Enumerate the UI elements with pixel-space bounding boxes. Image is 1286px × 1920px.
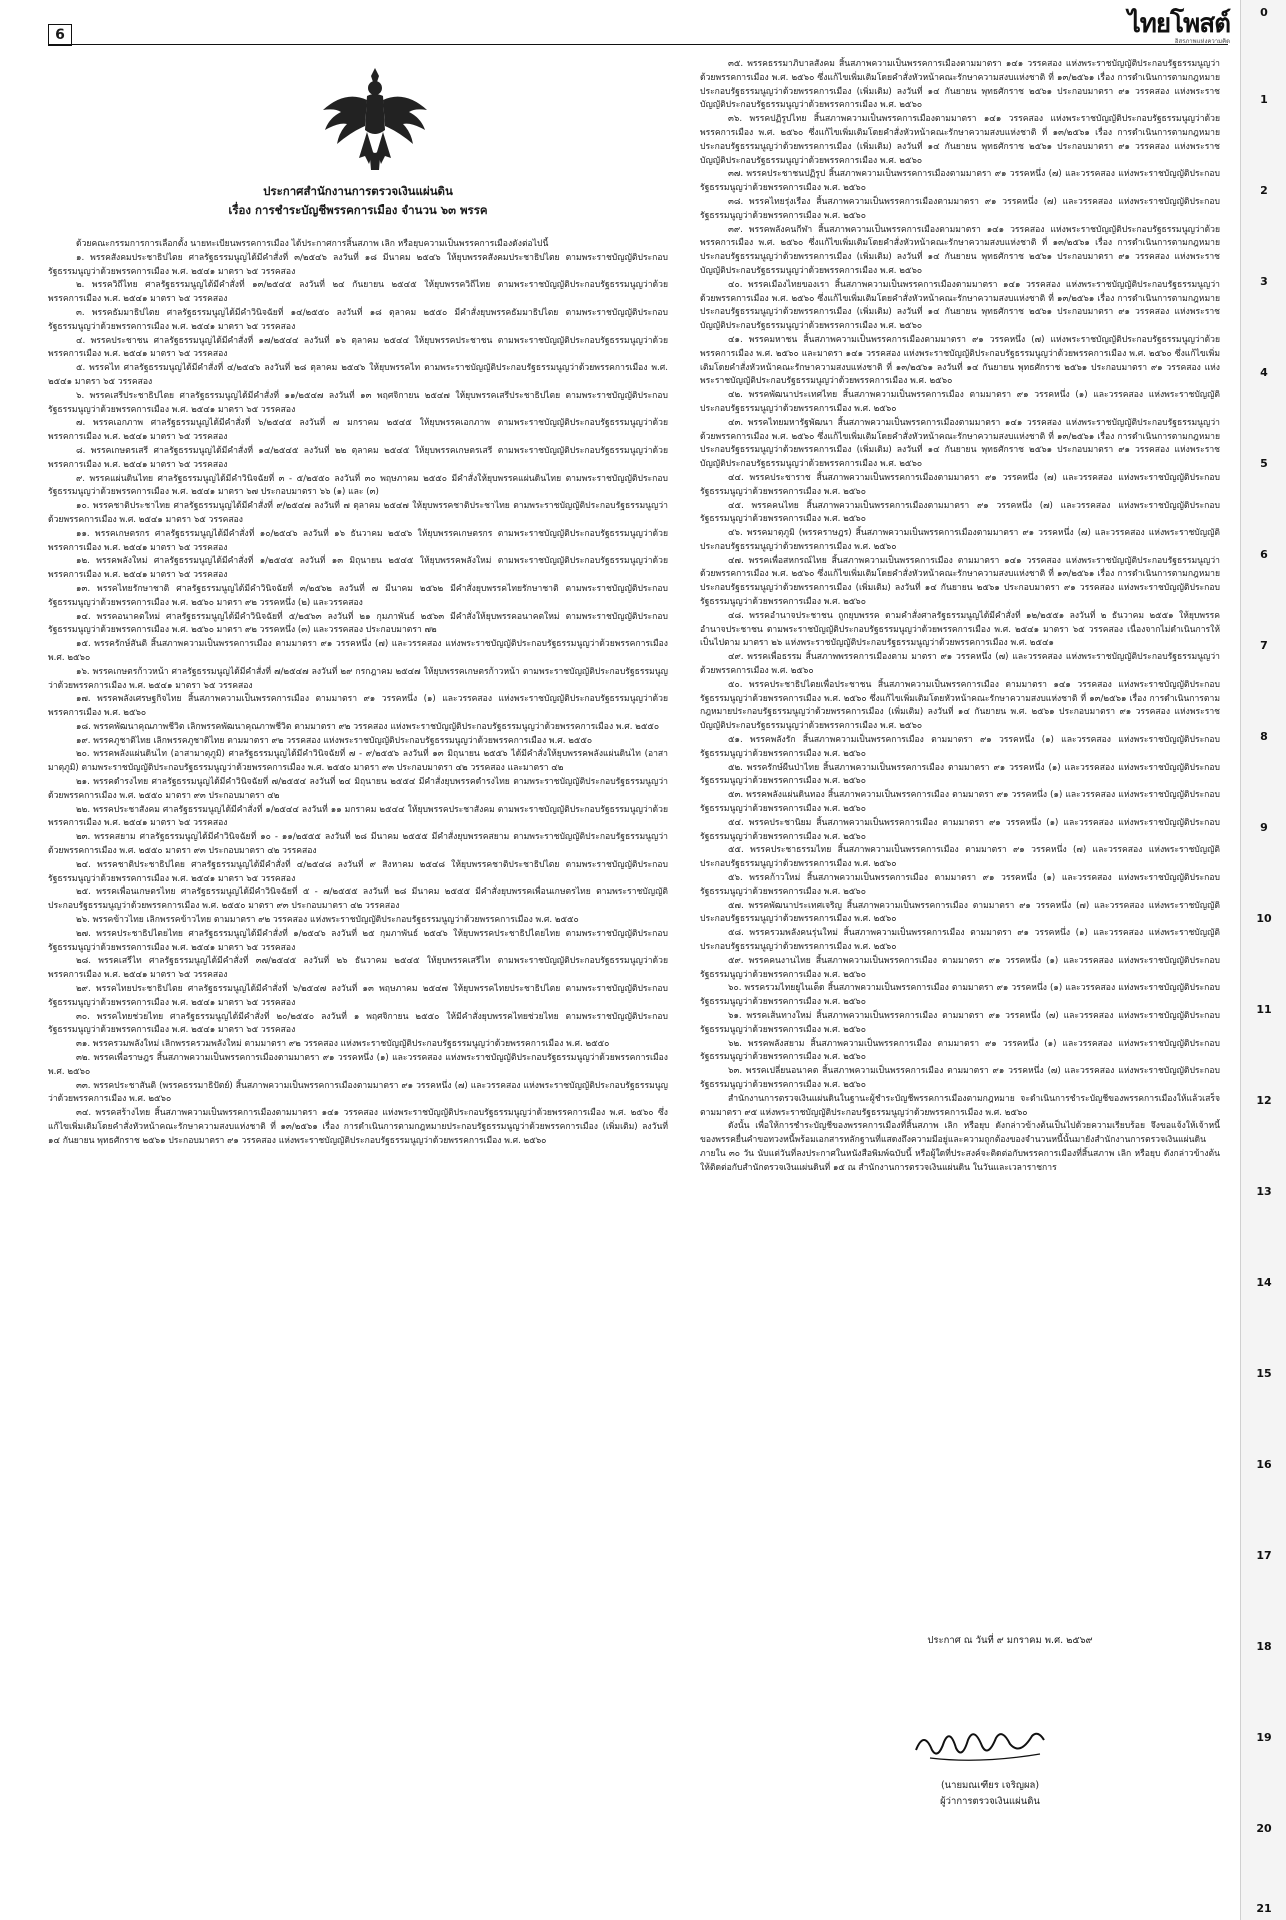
paragraph: ๒๐. พรรคพลังแผ่นดินไท (อาสามาตุภูมิ) ศาลรัฐธรรมนูญได้มีคำวินิจฉัยที่ ๗ - ๙/๒๕๕๖ ลงวันที่ ๑๓ มิถุนายน ๒๕๕๖ ได้มีคำสั่งให้ยุบพรรคพลังแผ่นดินไท (อาสามาตุภูมิ) ตามพระราชบัญญัติประกอบรัฐธรรมนูญว่าด้วยพรรคการเมือง พ.ศ. ๒๕๕๐ มาตรา ๙๓ ประกอบมาตรา ๔๒ วรรคสอง และมาตรา ๔๒ <box>48 749 668 774</box>
page-number: 6 <box>48 24 72 46</box>
paragraph: ๒๙. พรรคไทยประชาธิปไตย ศาลรัฐธรรมนูญได้มีคำสั่งที่ ๖/๒๕๔๗ ลงวันที่ ๑๓ พฤษภาคม ๒๕๔๗ ให้ยุบพรรคไทยประชาธิปไตย ตามพระราชบัญญัติประกอบรัฐธรรมนูญว่าด้วยพรรคการเมือง พ.ศ. ๒๕๔๑ มาตรา ๖๕ วรรคสอง <box>48 984 668 1008</box>
paragraph: ๕๑. พรรคพลังรัก สิ้นสภาพความเป็นพรรคการเมือง ตามมาตรา ๙๑ วรรคหนึ่ง (๑) และวรรคสอง แห่งพระราชบัญญัติประกอบรัฐธรรมนูญว่าด้วยพรรคการเมือง พ.ศ. ๒๕๖๐ <box>700 735 1220 759</box>
masthead-subtitle: อิสรภาพแห่งความคิด <box>1174 38 1230 45</box>
paragraph: ๒๖. พรรคข้าวไทย เลิกพรรคข้าวไทย ตามมาตรา ๙๒ วรรคสอง แห่งพระราชบัญญัติประกอบรัฐธรรมนูญว่าด้วยพรรคการเมือง พ.ศ. ๒๕๕๐ <box>76 915 579 926</box>
ruler-mark: 21 <box>1256 1902 1272 1915</box>
paragraph: ๒๘. พรรคเสรีไท ศาลรัฐธรรมนูญได้มีคำสั่งที่ ๓๗/๒๕๔๕ ลงวันที่ ๒๖ ธันวาคม ๒๕๔๕ ให้ยุบพรรคเสรีไท ตามพระราชบัญญัติประกอบรัฐธรรมนูญว่าด้วยพรรคการเมือง พ.ศ. ๒๕๔๑ มาตรา ๖๕ วรรคสอง <box>48 956 668 981</box>
left-column <box>48 238 668 1149</box>
paragraph: ๔๘. พรรคอำนาจประชาชน ถูกยุบพรรค ตามคำสั่งศาลรัฐธรรมนูญได้มีคำสั่งที่ ๑๒/๒๕๕๑ ลงวันที่ ๒ ธันวาคม ๒๕๕๑ ให้ยุบพรรคอำนาจประชาชน ตามพระราชบัญญัติประกอบรัฐธรรมนูญว่าด้วยพรรคการเมือง พ.ศ. ๒๕๔๑ มาตรา ๖๕ วรรคสอง เนื่องจากไม่ดำเนินการให้เป็นไปตาม มาตรา ๒๖ แห่งพระราชบัญญัติประกอบรัฐธรรมนูญว่าด้วยพรรคการเมือง พ.ศ. ๒๕๔๑ <box>700 610 1220 649</box>
paragraph: ๕๔. พรรคประชานิยม สิ้นสภาพความเป็นพรรคการเมือง ตามมาตรา ๙๑ วรรคหนึ่ง (๑) และวรรคสอง แห่งพระราชบัญญัติประกอบรัฐธรรมนูญว่าด้วยพรรคการเมือง พ.ศ. ๒๕๖๐ <box>700 817 1220 842</box>
ruler-mark: 13 <box>1256 1185 1272 1198</box>
paragraph: ๓๖. พรรคปฏิรูปไทย สิ้นสภาพความเป็นพรรคการเมืองตามมาตรา ๑๔๑ วรรคสอง แห่งพระราชบัญญัติประกอบรัฐธรรมนูญว่าด้วยพรรคการเมือง พ.ศ. ๒๕๖๐ ซึ่งแก้ไขเพิ่มเติมโดยคำสั่งหัวหน้าคณะรักษาความสงบแห่งชาติ ที่ ๑๓/๒๕๖๑ เรื่อง การดำเนินการตามกฎหมายประกอบรัฐธรรมนูญว่าด้วยพรรคการเมือง (เพิ่มเติม) ลงวันที่ ๑๔ กันยายน พุทธศักราช ๒๕๖๑ ประกอบมาตรา ๙๑ วรรคสอง แห่งพระราชบัญญัติประกอบรัฐธรรมนูญว่าด้วยพรรคการเมือง พ.ศ. ๒๕๖๐ <box>700 114 1220 166</box>
paragraph: ๙. พรรคแผ่นดินไทย ศาลรัฐธรรมนูญได้มีคำวินิจฉัยที่ ๓ - ๕/๒๕๕๐ ลงวันที่ ๓๐ พฤษภาคม ๒๕๕๐ มีคำสั่งให้ยุบพรรคแผ่นดินไทย ตามพระราชบัญญัติประกอบรัฐธรรมนูญว่าด้วยพรรคการเมือง พ.ศ. ๒๕๔๑ มาตรา ๖๗ ประกอบมาตรา ๖๖ (๑) และ (๓) <box>48 473 668 498</box>
paragraph: ๗. พรรคเอกภาพ ศาลรัฐธรรมนูญได้มีคำสั่งที่ ๖/๒๕๔๕ ลงวันที่ ๗ มกราคม ๒๕๔๕ ให้ยุบพรรคเอกภาพ ตามพระราชบัญญัติประกอบรัฐธรรมนูญว่าด้วยพรรคการเมือง พ.ศ. ๒๕๔๑ มาตรา ๖๕ วรรคสอง <box>48 418 668 443</box>
paragraph: ๕๗. พรรคพัฒนาประเทศเจริญ สิ้นสภาพความเป็นพรรคการเมือง ตามมาตรา ๙๑ วรรคหนึ่ง (๗) และวรรคสอง แห่งพระราชบัญญัติประกอบรัฐธรรมนูญว่าด้วยพรรคการเมือง พ.ศ. ๒๕๖๐ <box>700 900 1220 925</box>
paragraph: ๑๓. พรรคไทยรักษาชาติ ศาลรัฐธรรมนูญได้มีคำวินิจฉัยที่ ๓/๒๕๖๒ ลงวันที่ ๗ มีนาคม ๒๕๖๒ มีคำสั่งยุบพรรคไทยรักษาชาติ ตามพระราชบัญญัติประกอบรัฐธรรมนูญว่าด้วยพรรคการเมือง พ.ศ. ๒๕๖๐ มาตรา ๙๒ วรรคหนึ่ง (๒) และวรรคสอง <box>48 583 668 608</box>
paragraph: ๓๑. พรรครวมพลังใหม่ เลิกพรรครวมพลังใหม่ ตามมาตรา ๙๒ วรรคสอง แห่งพระราชบัญญัติประกอบรัฐธรรมนูญว่าด้วยพรรคการเมือง พ.ศ. ๒๕๕๐ <box>76 1039 610 1050</box>
ruler-mark: 1 <box>1260 93 1268 106</box>
ruler-mark: 11 <box>1256 1003 1272 1016</box>
paragraph: ๖๐. พรรครวมไทยยูไนเต็ด สิ้นสภาพความเป็นพรรคการเมือง ตามมาตรา ๙๑ วรรคหนึ่ง (๑) และวรรคสอง แห่งพระราชบัญญัติประกอบรัฐธรรมนูญว่าด้วยพรรคการเมือง พ.ศ. ๒๕๖๐ <box>700 983 1220 1008</box>
paragraph: ๑๖. พรรคเกษตรก้าวหน้า ศาลรัฐธรรมนูญได้มีคำสั่งที่ ๗/๒๕๔๗ ลงวันที่ ๒๙ กรกฎาคม ๒๕๔๗ ให้ยุบพรรคเกษตรก้าวหน้า ตามพระราชบัญญัติประกอบรัฐธรรมนูญว่าด้วยพรรคการเมือง พ.ศ. ๒๕๔๑ มาตรา ๖๕ วรรคสอง <box>48 666 668 691</box>
paragraph: ๔๖. พรรคมาตุภูมิ (พรรคราษฎร) สิ้นสภาพความเป็นพรรคการเมืองตามมาตรา ๙๑ วรรคหนึ่ง (๗) และวรรคสอง แห่งพระราชบัญญัติประกอบรัฐธรรมนูญว่าด้วยพรรคการเมือง พ.ศ. ๒๕๖๐ <box>700 528 1220 552</box>
ruler-mark: 7 <box>1260 639 1268 652</box>
ruler-mark: 9 <box>1260 821 1268 834</box>
header-rule <box>48 44 1228 45</box>
paragraph: ๕๕. พรรคประชาธรรมไทย สิ้นสภาพความเป็นพรรคการเมือง ตามมาตรา ๙๑ วรรคหนึ่ง (๗) และวรรคสอง แห่งพระราชบัญญัติประกอบรัฐธรรมนูญว่าด้วยพรรคการเมือง พ.ศ. ๒๕๖๐ <box>700 845 1220 870</box>
ruler-mark: 8 <box>1260 730 1268 743</box>
paragraph: ๕๐. พรรคประชาธิปไตยเพื่อประชาชน สิ้นสภาพความเป็นพรรคการเมือง ตามมาตรา ๑๔๑ วรรคสอง แห่งพระราชบัญญัติประกอบรัฐธรรมนูญว่าด้วยพรรคการเมือง พ.ศ. ๒๕๖๐ ซึ่งแก้ไขเพิ่มเติมโดยหัวหน้าคณะรักษาความสงบแห่งชาติ ที่ ๑๓/๒๕๖๑ เรื่อง การดำเนินการตามกฎหมายประกอบรัฐธรรมนูญว่าด้วยพรรคการเมือง (เพิ่มเติม) ลงวันที่ ๑๔ กันยายน พ.ศ. ๒๕๖๑ ประกอบมาตรา ๙๑ วรรคสอง แห่งพระราชบัญญัติประกอบรัฐธรรมนูญว่าด้วยพรรคการเมือง พ.ศ. ๒๕๖๐ <box>700 679 1220 732</box>
paragraph: ๕๒. พรรครักษ์ผืนป่าไทย สิ้นสภาพความเป็นพรรคการเมือง ตามมาตรา ๙๑ วรรคหนึ่ง (๑) และวรรคสอง แห่งพระราชบัญญัติประกอบรัฐธรรมนูญว่าด้วยพรรคการเมือง พ.ศ. ๒๕๖๐ <box>700 762 1220 787</box>
paragraph: ๑๑. พรรคเกษตรกร ศาลรัฐธรรมนูญได้มีคำสั่งที่ ๑๐/๒๕๔๖ ลงวันที่ ๑๖ ธันวาคม ๒๕๔๖ ให้ยุบพรรคเกษตรกร ตามพระราชบัญญัติประกอบรัฐธรรมนูญว่าด้วยพรรคการเมือง พ.ศ. ๒๕๔๑ มาตรา ๖๕ วรรคสอง <box>48 528 668 553</box>
ruler-mark: 10 <box>1256 912 1272 925</box>
paragraph: ดังนั้น เพื่อให้การชำระบัญชีของพรรคการเมืองที่สิ้นสภาพ เลิก หรือยุบ ดังกล่าวข้างต้นเป็นไปด้วยความเรียบร้อย จึงขอแจ้งให้เจ้าหนี้ของพรรคยื่นคำขอทวงหนี้พร้อมเอกสารหลักฐานที่แสดงถึงความมีอยู่และความถูกต้องของจำนวนหนี้นั้นมายังสำนักงานการตรวจเงินแผ่นดิน ภายใน ๓๐ วัน นับแต่วันที่ลงประกาศในหนังสือพิมพ์ฉบับนี้ หรือผู้ใดที่ประสงค์จะติดต่อกับพรรคการเมืองที่สิ้นสภาพ เลิก หรือยุบ ดังกล่าวข้างต้นให้ติดต่อกับสำนักตรวจเงินแผ่นดินที่ ๑๕ ณ สำนักงานการตรวจเงินแผ่นดิน ในวันและเวลาราชการ <box>700 1121 1220 1173</box>
paragraph: ๖. พรรคเสรีประชาธิปไตย ศาลรัฐธรรมนูญได้มีคำสั่งที่ ๑๑/๒๕๔๗ ลงวันที่ ๑๓ พฤศจิกายน ๒๕๔๗ ให้ยุบพรรคเสรีประชาธิปไตย ตามพระราชบัญญัติประกอบรัฐธรรมนูญว่าด้วยพรรคการเมือง พ.ศ. ๒๕๔๑ มาตรา ๖๕ วรรคสอง <box>48 390 668 415</box>
paragraph: ๓๐. พรรคไทยช่วยไทย ศาลรัฐธรรมนูญได้มีคำสั่งที่ ๒๐/๒๕๕๐ ลงวันที่ ๑ พฤศจิกายน ๒๕๕๐ ให้มีคำสั่งยุบพรรคไทยช่วยไทย ตามพระราชบัญญัติประกอบรัฐธรรมนูญว่าด้วยพรรคการเมือง พ.ศ. ๒๕๔๑ มาตรา ๖๕ วรรคสอง <box>48 1011 668 1036</box>
paragraph: ๔. พรรคประชาชน ศาลรัฐธรรมนูญได้มีคำสั่งที่ ๑๗/๒๕๔๔ ลงวันที่ ๑๖ ตุลาคม ๒๕๔๔ ให้ยุบพรรคประชาชน ตามพระราชบัญญัติประกอบรัฐธรรมนูญว่าด้วยพรรคการเมือง พ.ศ. ๒๕๔๑ มาตรา ๖๕ วรรคสอง <box>48 335 668 360</box>
paragraph: ๓๔. พรรคสร้างไทย สิ้นสภาพความเป็นพรรคการเมืองตามมาตรา ๑๔๑ วรรคสอง แห่งพระราชบัญญัติประกอบรัฐธรรมนูญว่าด้วยพรรคการเมือง พ.ศ. ๒๕๖๐ ซึ่งแก้ไขเพิ่มเติมโดยคำสั่งหัวหน้าคณะรักษาความสงบแห่งชาติ ที่ ๑๓/๒๕๖๑ เรื่อง การดำเนินการตามกฎหมายประกอบรัฐธรรมนูญว่าด้วยพรรคการเมือง (เพิ่มเติม) ลงวันที่ ๑๔ กันยายน พุทธศักราช ๒๕๖๑ ประกอบมาตรา ๙๑ วรรคสอง แห่งพระราชบัญญัติประกอบรัฐธรรมนูญว่าด้วยพรรคการเมือง พ.ศ. ๒๕๖๐ <box>48 1108 668 1146</box>
paragraph: ๔๗. พรรคเพื่อสหกรณ์ไทย สิ้นสภาพความเป็นพรรคการเมือง ตามมาตรา ๑๔๑ วรรคสอง แห่งพระราชบัญญัติประกอบรัฐธรรมนูญว่าด้วยพรรคการเมือง พ.ศ. ๒๕๖๐ ซึ่งแก้ไขเพิ่มเติมโดยคำสั่งหัวหน้าคณะรักษาความสงบแห่งชาติ ที่ ๑๓/๒๕๖๑ เรื่อง การดำเนินการตามกฎหมายประกอบรัฐธรรมนูญว่าด้วยพรรคการเมือง (เพิ่มเติม) ลงวันที่ ๑๔ กันยายน ๒๕๖๑ ประกอบมาตรา ๙๑ วรรคสอง แห่งพระราชบัญญัติประกอบรัฐธรรมนูญว่าด้วยพรรคการเมือง พ.ศ. ๒๕๖๐ <box>700 555 1220 608</box>
announcement-subject: เรื่อง การชำระบัญชีพรรคการเมือง จำนวน ๖๓ พรรค <box>228 203 488 217</box>
paragraph: ๕๖. พรรคก้าวใหม่ สิ้นสภาพความเป็นพรรคการเมือง ตามมาตรา ๙๑ วรรคหนึ่ง (๑) และวรรคสอง แห่งพระราชบัญญัติประกอบรัฐธรรมนูญว่าด้วยพรรคการเมือง พ.ศ. ๒๕๖๐ <box>700 873 1220 897</box>
paragraph: ๓๓. พรรคประชาสันติ (พรรคธรรมาธิปัตย์) สิ้นสภาพความเป็นพรรคการเมืองตามมาตรา ๙๑ วรรคหนึ่ง (๗) และวรรคสอง แห่งพระราชบัญญัติประกอบรัฐธรรมนูญว่าด้วยพรรคการเมือง พ.ศ. ๒๕๖๐ <box>48 1080 668 1105</box>
paragraph: ๑๐. พรรคชาติประชาไทย ศาลรัฐธรรมนูญได้มีคำสั่งที่ ๙/๒๕๔๗ ลงวันที่ ๗ ตุลาคม ๒๕๔๗ ให้ยุบพรรคชาติประชาไทย ตามพระราชบัญญัติประกอบรัฐธรรมนูญว่าด้วยพรรคการเมือง พ.ศ. ๒๕๔๑ มาตรา ๖๕ วรรคสอง <box>48 501 668 525</box>
ruler-mark: 15 <box>1256 1367 1272 1380</box>
paragraph: ๔๐. พรรคเมืองไทยของเรา สิ้นสภาพความเป็นพรรคการเมืองตามมาตรา ๑๔๑ วรรคสอง แห่งพระราชบัญญัติประกอบรัฐธรรมนูญว่าด้วยพรรคการเมือง พ.ศ. ๒๕๖๐ ซึ่งแก้ไขเพิ่มเติมโดยคำสั่งหัวหน้าคณะรักษาความสงบแห่งชาติ ที่ ๑๓/๒๕๖๑ เรื่อง การดำเนินการตามกฎหมายประกอบรัฐธรรมนูญว่าด้วยพรรคการเมือง (เพิ่มเติม) ลงวันที่ ๑๔ กันยายน พุทธศักราช ๒๕๖๑ ประกอบมาตรา ๙๑ วรรคสอง แห่งพระราชบัญญัติประกอบรัฐธรรมนูญว่าด้วยพรรคการเมือง พ.ศ. ๒๕๖๐ <box>700 279 1220 332</box>
paragraph: ๕๙. พรรคคนงานไทย สิ้นสภาพความเป็นพรรคการเมือง ตามมาตรา ๙๑ วรรคหนึ่ง (๑) และวรรคสอง แห่งพระราชบัญญัติประกอบรัฐธรรมนูญว่าด้วยพรรคการเมือง พ.ศ. ๒๕๖๐ <box>700 955 1220 980</box>
paragraph: ๒. พรรควิถีไทย ศาลรัฐธรรมนูญได้มีคำสั่งที่ ๑๓/๒๕๔๕ ลงวันที่ ๒๔ กันยายน ๒๕๔๕ ให้ยุบพรรควิถีไทย ตามพระราชบัญญัติประกอบรัฐธรรมนูญว่าด้วยพรรคการเมือง พ.ศ. ๒๕๔๑ มาตรา ๖๕ วรรคสอง <box>48 280 668 305</box>
paragraph: ๑๒. พรรคพลังใหม่ ศาลรัฐธรรมนูญได้มีคำสั่งที่ ๑/๒๕๔๕ ลงวันที่ ๑๓ มิถุนายน ๒๕๔๕ ให้ยุบพรรคพลังใหม่ ตามพระราชบัญญัติประกอบรัฐธรรมนูญว่าด้วยพรรคการเมือง พ.ศ. ๒๕๔๑ มาตรา ๖๕ วรรคสอง <box>48 556 668 581</box>
garuda-emblem-icon <box>315 60 435 175</box>
paragraph: ๒๑. พรรคดำรงไทย ศาลรัฐธรรมนูญได้มีคำวินิจฉัยที่ ๗/๒๕๕๔ ลงวันที่ ๒๔ มิถุนายน ๒๕๕๔ มีคำสั่งยุบพรรคดำรงไทย ตามพระราชบัญญัติประกอบรัฐธรรมนูญว่าด้วยพรรคการเมือง พ.ศ. ๒๕๕๐ มาตรา ๙๓ ประกอบมาตรา ๔๒ <box>48 777 668 801</box>
ruler-mark: 16 <box>1256 1458 1272 1471</box>
ruler-mark: 6 <box>1260 548 1268 561</box>
paragraph: ๓. พรรคธัมมาธิปไตย ศาลรัฐธรรมนูญได้มีคำวินิจฉัยที่ ๑๔/๒๕๕๐ ลงวันที่ ๑๘ ตุลาคม ๒๕๕๐ มีคำสั่งยุบพรรคธัมมาธิปไตย ตามพระราชบัญญัติประกอบรัฐธรรมนูญว่าด้วยพรรคการเมือง พ.ศ. ๒๕๔๑ มาตรา ๖๕ วรรคสอง <box>48 307 668 332</box>
paragraph: ๒๔. พรรคชาติประชาธิปไตย ศาลรัฐธรรมนูญได้มีคำสั่งที่ ๔/๒๕๔๘ ลงวันที่ ๙ สิงหาคม ๒๕๔๘ ให้ยุบพรรคชาติประชาธิปไตย ตามพระราชบัญญัติประกอบรัฐธรรมนูญว่าด้วยพรรคการเมือง พ.ศ. ๒๕๔๑ มาตรา ๖๕ วรรคสอง <box>48 859 668 884</box>
paragraph: ๔๙. พรรคเพื่อธรรม สิ้นสภาพพรรคการเมืองตาม มาตรา ๙๑ วรรคหนึ่ง (๗) และวรรคสอง แห่งพระราชบัญญัติประกอบรัฐธรรมนูญว่าด้วยพรรคการเมือง พ.ศ. ๒๕๖๐ <box>700 652 1220 677</box>
paragraph: ๑๗. พรรคพลังเศรษฐกิจไทย สิ้นสภาพความเป็นพรรคการเมือง ตามมาตรา ๙๑ วรรคหนึ่ง (๑) และวรรคสอง แห่งพระราชบัญญัติประกอบรัฐธรรมนูญว่าด้วยพรรคการเมือง พ.ศ. ๒๕๖๐ <box>48 694 668 719</box>
paragraph: ด้วยคณะกรรมการการเลือกตั้ง นายทะเบียนพรรคการเมือง ได้ประกาศการสิ้นสภาพ เลิก หรือยุบความเป็นพรรคการเมืองดังต่อไปนี้ <box>76 239 549 249</box>
ruler-mark: 5 <box>1260 457 1268 470</box>
masthead <box>1050 10 1230 44</box>
ruler-mark: 12 <box>1256 1094 1272 1107</box>
paragraph: ๑๔. พรรคอนาคตใหม่ ศาลรัฐธรรมนูญได้มีคำวินิจฉัยที่ ๕/๒๕๖๓ ลงวันที่ ๒๑ กุมภาพันธ์ ๒๕๖๓ มีคำสั่งให้ยุบพรรคอนาคตใหม่ ตามพระราชบัญญัติประกอบรัฐธรรมนูญว่าด้วยพรรคการเมือง พ.ศ. ๒๕๖๐ มาตรา ๙๒ วรรคหนึ่ง (๓) และวรรคสอง ประกอบมาตรา ๗๒ <box>48 611 668 636</box>
paragraph: ๔๓. พรรคไทยมหารัฐพัฒนา สิ้นสภาพความเป็นพรรคการเมืองตามมาตรา ๑๔๑ วรรคสอง แห่งพระราชบัญญัติประกอบรัฐธรรมนูญว่าด้วยพรรคการเมือง พ.ศ. ๒๕๖๐ ซึ่งแก้ไขเพิ่มเติมโดยคำสั่งหัวหน้าคณะรักษาความสงบแห่งชาติ ที่ ๑๓/๒๕๖๑ เรื่อง การดำเนินการตามกฎหมายประกอบรัฐธรรมนูญว่าด้วยพรรคการเมือง (เพิ่มเติม) ลงวันที่ ๑๔ กันยายน พุทธศักราช ๒๕๖๑ ประกอบมาตรา ๙๑ วรรคสอง แห่งพระราชบัญญัติประกอบรัฐธรรมนูญว่าด้วยพรรคการเมือง พ.ศ. ๒๕๖๐ <box>700 417 1220 470</box>
paragraph: ๒๓. พรรคสยาม ศาลรัฐธรรมนูญได้มีคำวินิจฉัยที่ ๑๐ - ๑๑/๒๕๕๕ ลงวันที่ ๒๘ มีนาคม ๒๕๕๕ มีคำสั่งยุบพรรคสยาม ตามพระราชบัญญัติประกอบรัฐธรรมนูญว่าด้วยพรรคการเมือง พ.ศ. ๒๕๕๐ มาตรา ๙๓ ประกอบมาตรา ๔๒ วรรคสอง <box>48 832 668 857</box>
paragraph: ๕๘. พรรครวมพลังคนรุ่นใหม่ สิ้นสภาพความเป็นพรรคการเมือง ตามมาตรา ๙๑ วรรคหนึ่ง (๑) และวรรคสอง แห่งพระราชบัญญัติประกอบรัฐธรรมนูญว่าด้วยพรรคการเมือง พ.ศ. ๒๕๖๐ <box>700 928 1220 952</box>
paragraph: ๘. พรรคเกษตรเสรี ศาลรัฐธรรมนูญได้มีคำสั่งที่ ๑๔/๒๕๔๕ ลงวันที่ ๒๒ ตุลาคม ๒๕๔๕ ให้ยุบพรรคเกษตรเสรี ตามพระราชบัญญัติประกอบรัฐธรรมนูญว่าด้วยพรรคการเมือง พ.ศ. ๒๕๔๑ มาตรา ๖๕ วรรคสอง <box>48 445 668 470</box>
paragraph: ๖๓. พรรคเปลี่ยนอนาคต สิ้นสภาพความเป็นพรรคการเมือง ตามมาตรา ๙๑ วรรคหนึ่ง (๗) และวรรคสอง แห่งพระราชบัญญัติประกอบรัฐธรรมนูญว่าด้วยพรรคการเมือง พ.ศ. ๒๕๖๐ <box>700 1066 1220 1090</box>
paragraph: ๓๕. พรรคธรรมาภิบาลสังคม สิ้นสภาพความเป็นพรรคการเมืองตามมาตรา ๑๔๑ วรรคสอง แห่งพระราชบัญญัติประกอบรัฐธรรมนูญว่าด้วยพรรคการเมือง พ.ศ. ๒๕๖๐ ซึ่งแก้ไขเพิ่มเติมโดยคำสั่งหัวหน้าคณะรักษาความสงบแห่งชาติ ที่ ๑๓/๒๕๖๑ เรื่อง การดำเนินการตามกฎหมายประกอบรัฐธรรมนูญว่าด้วยพรรคการเมือง (เพิ่มเติม) ลงวันที่ ๑๔ กันยายน พุทธศักราช ๒๕๖๑ ประกอบมาตรา ๙๑ วรรคสอง แห่งพระราชบัญญัติประกอบรัฐธรรมนูญว่าด้วยพรรคการเมือง พ.ศ. ๒๕๖๐ <box>700 59 1220 111</box>
masthead-title: ไทยโพสต์ <box>1127 9 1230 39</box>
ruler-mark: 2 <box>1260 184 1268 197</box>
paragraph: ๔๕. พรรคคนไทย สิ้นสภาพความเป็นพรรคการเมืองตามมาตรา ๙๑ วรรคหนึ่ง (๗) และวรรคสอง แห่งพระราชบัญญัติประกอบรัฐธรรมนูญว่าด้วยพรรคการเมือง พ.ศ. ๒๕๖๐ <box>700 500 1220 525</box>
paragraph: ๕๓. พรรคพลังแผ่นดินทอง สิ้นสภาพความเป็นพรรคการเมือง ตามมาตรา ๙๑ วรรคหนึ่ง (๑) และวรรคสอง แห่งพระราชบัญญัติประกอบรัฐธรรมนูญว่าด้วยพรรคการเมือง พ.ศ. ๒๕๖๐ <box>700 790 1220 815</box>
paragraph: ๑๕. พรรครักษ์สันติ สิ้นสภาพความเป็นพรรคการเมือง ตามมาตรา ๙๑ วรรคหนึ่ง (๗) และวรรคสอง แห่งพระราชบัญญัติประกอบรัฐธรรมนูญว่าด้วยพรรคการเมือง พ.ศ. ๒๕๖๐ <box>48 639 668 663</box>
paragraph: ๖๑. พรรคเส้นทางใหม่ สิ้นสภาพความเป็นพรรคการเมือง ตามมาตรา ๙๑ วรรคหนึ่ง (๗) และวรรคสอง แห่งพระราชบัญญัติประกอบรัฐธรรมนูญว่าด้วยพรรคการเมือง พ.ศ. ๒๕๖๐ <box>700 1010 1220 1035</box>
paragraph: ๑. พรรคสังคมประชาธิปไตย ศาลรัฐธรรมนูญได้มีคำสั่งที่ ๓/๒๕๔๖ ลงวันที่ ๑๘ มีนาคม ๒๕๔๖ ให้ยุบพรรคสังคมประชาธิปไตย ตามพระราชบัญญัติประกอบรัฐธรรมนูญว่าด้วยพรรคการเมือง พ.ศ. ๒๕๔๑ มาตรา ๖๕ วรรคสอง <box>48 252 668 277</box>
paragraph: ๖๒. พรรคพลังสยาม สิ้นสภาพความเป็นพรรคการเมือง ตามมาตรา ๙๑ วรรคหนึ่ง (๑) และวรรคสอง แห่งพระราชบัญญัติประกอบรัฐธรรมนูญว่าด้วยพรรคการเมือง พ.ศ. ๒๕๖๐ <box>700 1038 1220 1063</box>
ruler-mark: 18 <box>1256 1640 1272 1653</box>
margin-ruler <box>1240 0 1286 1920</box>
ruler-mark: 19 <box>1256 1731 1272 1744</box>
paragraph: ๒๕. พรรคเพื่อนเกษตรไทย ศาลรัฐธรรมนูญได้มีคำวินิจฉัยที่ ๕ - ๗/๒๕๕๕ ลงวันที่ ๒๘ มีนาคม ๒๕๕๕ มีคำสั่งยุบพรรคเพื่อนเกษตรไทย ตามพระราชบัญญัติประกอบรัฐธรรมนูญว่าด้วยพรรคการเมือง พ.ศ. ๒๕๕๐ มาตรา ๙๓ ประกอบมาตรา ๔๒ วรรคสอง <box>48 887 668 912</box>
paragraph: ๓๒. พรรคเพื่อราษฎร สิ้นสภาพความเป็นพรรคการเมืองตามมาตรา ๙๑ วรรคหนึ่ง (๑) และวรรคสอง แห่งพระราชบัญญัติประกอบรัฐธรรมนูญว่าด้วยพรรคการเมือง พ.ศ. ๒๕๖๐ <box>48 1053 668 1077</box>
signatory-name: (นายมณเฑียร เจริญผล) <box>940 1780 1040 1791</box>
paragraph: ๔๒. พรรคพัฒนาประเทศไทย สิ้นสภาพความเป็นพรรคการเมือง ตามมาตรา ๙๑ วรรคหนึ่ง (๑) และวรรคสอง แห่งพระราชบัญญัติประกอบรัฐธรรมนูญว่าด้วยพรรคการเมือง พ.ศ. ๒๕๖๐ <box>700 390 1220 414</box>
paragraph: ๓๘. พรรคไทยรุ่งเรือง สิ้นสภาพความเป็นพรรคการเมืองตามมาตรา ๙๑ วรรคหนึ่ง (๗) และวรรคสอง แห่งพระราชบัญญัติประกอบรัฐธรรมนูญว่าด้วยพรรคการเมือง พ.ศ. ๒๕๖๐ <box>700 196 1220 221</box>
paragraph: ๑๘. พรรคพัฒนาคุณภาพชีวิต เลิกพรรคพัฒนาคุณภาพชีวิต ตามมาตรา ๙๒ วรรคสอง แห่งพระราชบัญญัติประกอบรัฐธรรมนูญว่าด้วยพรรคการเมือง พ.ศ. ๒๕๕๐ <box>76 721 660 732</box>
right-column <box>700 58 1220 1176</box>
ruler-mark: 3 <box>1260 275 1268 288</box>
signature-icon <box>910 1720 1050 1768</box>
paragraph: ๔๑. พรรคมหาชน สิ้นสภาพความเป็นพรรคการเมืองตามมาตรา ๙๑ วรรคหนึ่ง (๗) แห่งพระราชบัญญัติประกอบรัฐธรรมนูญว่าด้วยพรรคการเมือง พ.ศ. ๒๕๖๐ และมาตรา ๑๔๑ วรรคสอง แห่งพระราชบัญญัติประกอบรัฐธรรมนูญว่าด้วยพรรคการเมือง พ.ศ. ๒๕๖๐ ซึ่งแก้ไขเพิ่มเติมโดยคำสั่งหัวหน้าคณะรักษาความสงบแห่งชาติ ที่ ๑๓/๒๕๖๑ ลงวันที่ ๑๔ กันยายน พุทธศักราช ๒๕๖๑ ประกอบมาตรา ๙๑ วรรคสอง แห่งพระราชบัญญัติประกอบรัฐธรรมนูญว่าด้วยพรรคการเมือง พ.ศ. ๒๕๖๐ <box>700 334 1220 387</box>
ruler-mark: 4 <box>1260 366 1268 379</box>
paragraph: ๒๗. พรรคประชาธิปไตยไทย ศาลรัฐธรรมนูญได้มีคำสั่งที่ ๑/๒๕๔๖ ลงวันที่ ๒๕ กุมภาพันธ์ ๒๕๔๖ ให้ยุบพรรคประชาธิปไตยไทย ตามพระราชบัญญัติประกอบรัฐธรรมนูญว่าด้วยพรรคการเมือง พ.ศ. ๒๕๔๑ มาตรา ๖๕ วรรคสอง <box>48 928 668 953</box>
paragraph: สำนักงานการตรวจเงินแผ่นดินในฐานะผู้ชำระบัญชีพรรคการเมืองตามกฎหมาย จะดำเนินการชำระบัญชีของพรรคการเมืองให้แล้วเสร็จตามมาตรา ๙๕ แห่งพระราชบัญญัติประกอบรัฐธรรมนูญว่าด้วยพรรคการเมือง พ.ศ. ๒๕๖๐ <box>700 1093 1220 1118</box>
date-line: ประกาศ ณ วันที่ ๙ มกราคม พ.ศ. ๒๕๖๙ <box>927 1635 1093 1646</box>
ruler-mark: 17 <box>1256 1549 1272 1562</box>
announcement-heading: ประกาศสำนักงานการตรวจเงินแผ่นดิน <box>263 184 453 198</box>
ruler-mark: 0 <box>1260 6 1268 19</box>
paragraph: ๒๒. พรรคประชาสังคม ศาลรัฐธรรมนูญได้มีคำสั่งที่ ๑/๒๕๔๔ ลงวันที่ ๑๑ มกราคม ๒๕๔๔ ให้ยุบพรรคประชาสังคม ตามพระราชบัญญัติประกอบรัฐธรรมนูญว่าด้วยพรรคการเมือง พ.ศ. ๒๕๔๑ มาตรา ๖๕ วรรคสอง <box>48 804 668 829</box>
signatory-position: ผู้ว่าการตรวจเงินแผ่นดิน <box>940 1796 1040 1807</box>
paragraph: ๑๙. พรรคภูชาติไทย เลิกพรรคภูชาติไทย ตามมาตรา ๙๒ วรรคสอง แห่งพระราชบัญญัติประกอบรัฐธรรมนูญว่าด้วยพรรคการเมือง พ.ศ. ๒๕๕๐ <box>76 735 593 746</box>
ruler-mark: 14 <box>1256 1276 1272 1289</box>
paragraph: ๔๔. พรรคประชาราช สิ้นสภาพความเป็นพรรคการเมืองตามมาตรา ๙๑ วรรคหนึ่ง (๗) และวรรคสอง แห่งพระราชบัญญัติประกอบรัฐธรรมนูญว่าด้วยพรรคการเมือง พ.ศ. ๒๕๖๐ <box>700 472 1220 497</box>
paragraph: ๕. พรรคไท ศาลรัฐธรรมนูญได้มีคำสั่งที่ ๔/๒๕๔๖ ลงวันที่ ๒๘ ตุลาคม ๒๕๔๖ ให้ยุบพรรคไท ตามพระราชบัญญัติประกอบรัฐธรรมนูญว่าด้วยพรรคการเมือง พ.ศ. ๒๕๔๑ มาตรา ๖๕ วรรคสอง <box>48 363 668 387</box>
ruler-mark: 20 <box>1256 1822 1272 1835</box>
paragraph: ๓๙. พรรคพลังคนกีฬา สิ้นสภาพความเป็นพรรคการเมืองตามมาตรา ๑๔๑ วรรคสอง แห่งพระราชบัญญัติประกอบรัฐธรรมนูญว่าด้วยพรรคการเมือง พ.ศ. ๒๕๖๐ ซึ่งแก้ไขเพิ่มเติมโดยคำสั่งหัวหน้าคณะรักษาความสงบแห่งชาติ ที่ ๑๓/๒๕๖๑ เรื่อง การดำเนินการตามกฎหมายประกอบรัฐธรรมนูญว่าด้วยพรรคการเมือง (เพิ่มเติม) ลงวันที่ ๑๔ กันยายน พุทธศักราช ๒๕๖๑ ประกอบมาตรา ๙๑ วรรคสอง แห่งพระราชบัญญัติประกอบรัฐธรรมนูญว่าด้วยพรรคการเมือง พ.ศ. ๒๕๖๐ <box>700 224 1220 276</box>
paragraph: ๓๗. พรรคประชาชนปฏิรูป สิ้นสภาพความเป็นพรรคการเมืองตามมาตรา ๙๑ วรรคหนึ่ง (๗) และวรรคสอง แห่งพระราชบัญญัติประกอบรัฐธรรมนูญว่าด้วยพรรคการเมือง พ.ศ. ๒๕๖๐ <box>700 169 1220 194</box>
